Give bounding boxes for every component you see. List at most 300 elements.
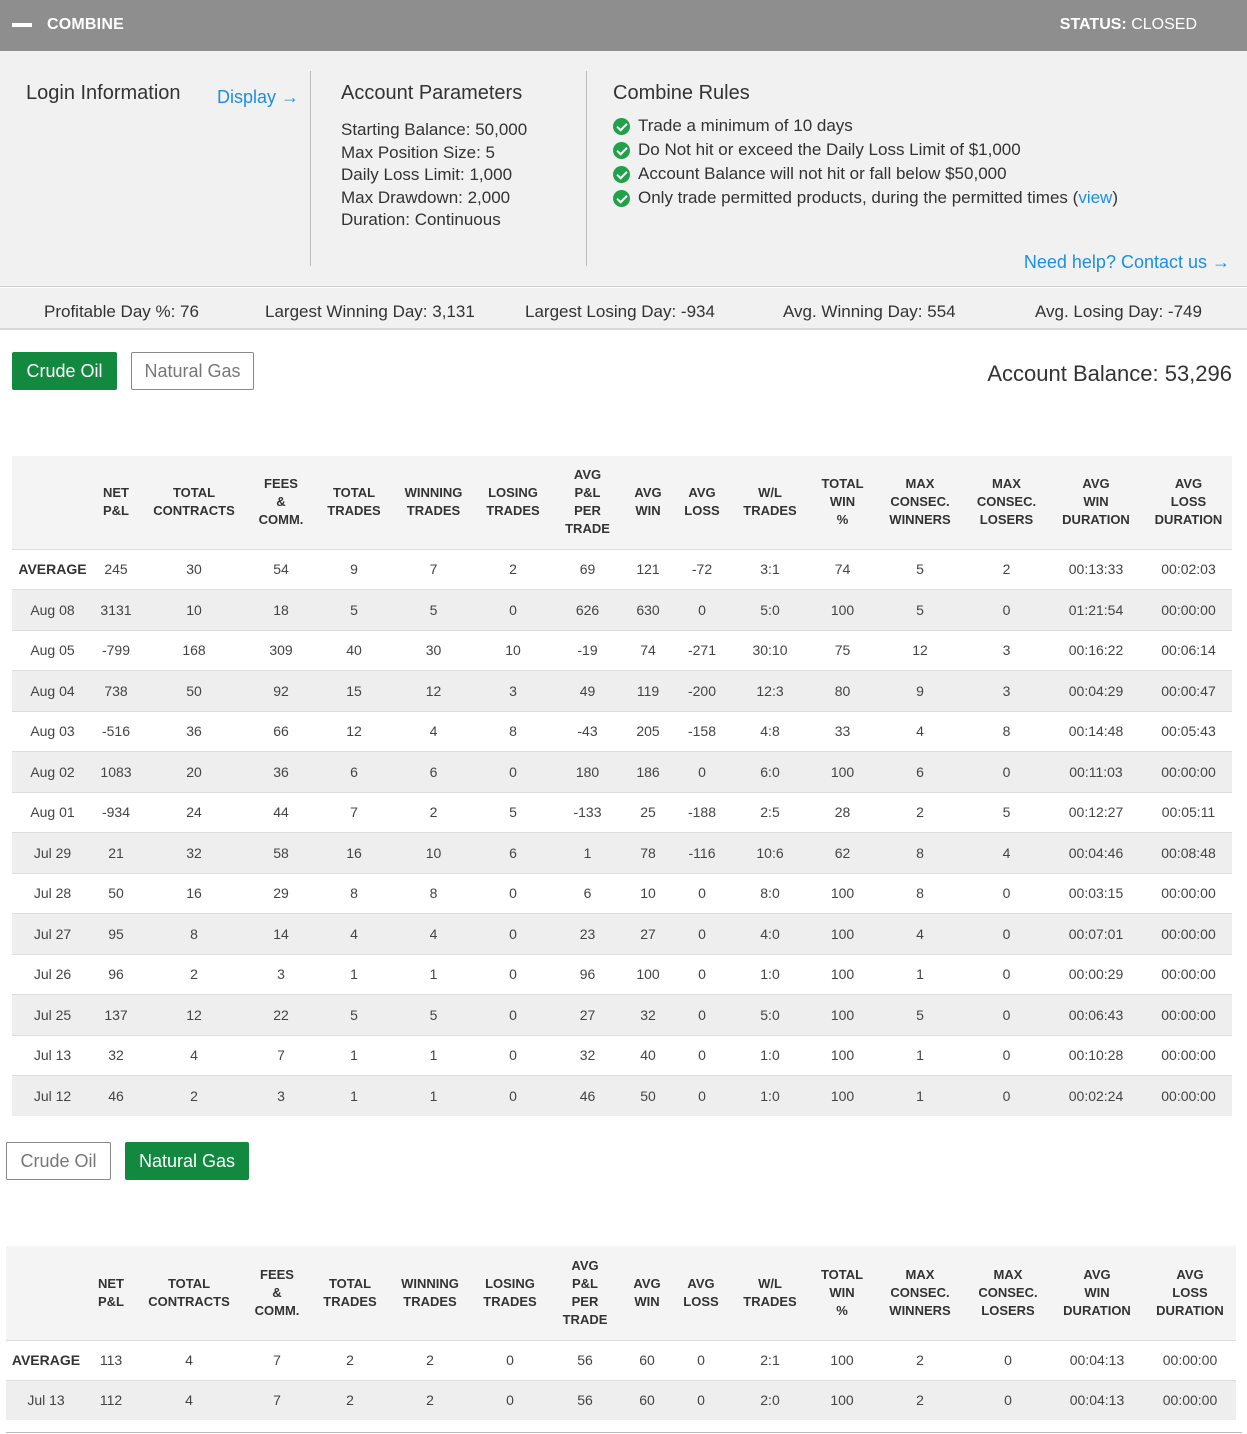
divider bbox=[586, 71, 587, 266]
table-cell: 00:00:00 bbox=[1145, 1035, 1232, 1076]
table-cell: 00:00:00 bbox=[1144, 1340, 1236, 1380]
table-cell: 245 bbox=[93, 549, 139, 590]
table-header-row bbox=[6, 1246, 1236, 1340]
table-cell: 5:0 bbox=[729, 590, 811, 631]
column-header[interactable]: FEES & COMM. bbox=[242, 1246, 312, 1340]
table-cell: 00:04:13 bbox=[1050, 1340, 1144, 1380]
column-header[interactable]: MAX CONSEC. LOSERS bbox=[966, 456, 1047, 549]
table-cell: 100 bbox=[811, 1076, 874, 1117]
table-cell: 00:07:01 bbox=[1047, 914, 1145, 955]
table-cell: 0 bbox=[966, 995, 1047, 1036]
table-cell: -158 bbox=[675, 711, 729, 752]
table-cell: 0 bbox=[966, 914, 1047, 955]
table-cell: 78 bbox=[621, 833, 675, 874]
table-cell: -200 bbox=[675, 671, 729, 712]
table-row bbox=[12, 630, 1232, 671]
column-header[interactable]: W/L TRADES bbox=[730, 1246, 810, 1340]
table-cell: 0 bbox=[966, 590, 1047, 631]
table-cell: 00:00:00 bbox=[1145, 1076, 1232, 1117]
table-cell: 309 bbox=[249, 630, 313, 671]
table-cell: 0 bbox=[675, 914, 729, 955]
column-header[interactable]: TOTAL CONTRACTS bbox=[136, 1246, 242, 1340]
table-row bbox=[12, 792, 1232, 833]
row-label: AVERAGE bbox=[12, 549, 93, 590]
table-cell: 3 bbox=[966, 671, 1047, 712]
param-item: Max Drawdown: 2,000 bbox=[341, 187, 511, 207]
column-header[interactable]: AVG WIN DURATION bbox=[1047, 456, 1145, 549]
account-info-panel bbox=[0, 51, 1247, 287]
row-label: Jul 12 bbox=[12, 1076, 93, 1117]
performance-stats-bar bbox=[0, 288, 1247, 330]
divider bbox=[310, 71, 311, 266]
row-label: Aug 04 bbox=[12, 671, 93, 712]
table-cell: 4 bbox=[313, 914, 395, 955]
table-row bbox=[12, 1035, 1232, 1076]
table-cell: 8 bbox=[874, 873, 966, 914]
table-cell: 00:04:13 bbox=[1050, 1380, 1144, 1420]
table-cell: 1:0 bbox=[729, 954, 811, 995]
column-header[interactable]: MAX CONSEC. WINNERS bbox=[874, 456, 966, 549]
column-header[interactable]: LOSING TRADES bbox=[472, 456, 554, 549]
rule-item bbox=[613, 186, 1118, 210]
table-cell: 62 bbox=[811, 833, 874, 874]
column-header[interactable]: AVG LOSS bbox=[672, 1246, 730, 1340]
table-cell: 1 bbox=[874, 954, 966, 995]
table-cell: -19 bbox=[554, 630, 621, 671]
column-header[interactable]: TOTAL WIN % bbox=[811, 456, 874, 549]
table-cell: 28 bbox=[811, 792, 874, 833]
table-cell: 100 bbox=[811, 914, 874, 955]
column-header[interactable]: W/L TRADES bbox=[729, 456, 811, 549]
table-cell: 4 bbox=[395, 914, 472, 955]
combine-rules-title: Combine Rules bbox=[613, 82, 750, 104]
table-cell: 0 bbox=[966, 1035, 1047, 1076]
table-cell: 2 bbox=[874, 792, 966, 833]
table-cell: 205 bbox=[621, 711, 675, 752]
collapse-icon[interactable] bbox=[12, 23, 32, 27]
table-cell: 00:16:22 bbox=[1047, 630, 1145, 671]
row-label: Jul 26 bbox=[12, 954, 93, 995]
table-cell: 100 bbox=[810, 1380, 874, 1420]
table-cell: 2 bbox=[874, 1340, 966, 1380]
column-header[interactable]: AVG LOSS DURATION bbox=[1145, 456, 1232, 549]
column-header[interactable]: AVG P&L PER TRADE bbox=[554, 456, 621, 549]
table-cell: 10 bbox=[395, 833, 472, 874]
table-cell: 00:00:00 bbox=[1145, 590, 1232, 631]
table-cell: 9 bbox=[313, 549, 395, 590]
table-cell: 7 bbox=[242, 1380, 312, 1420]
profitable-day-stat: Profitable Day %: 76 bbox=[44, 302, 199, 321]
table-row bbox=[12, 954, 1232, 995]
table-cell: 112 bbox=[86, 1380, 136, 1420]
table-cell: 100 bbox=[621, 954, 675, 995]
table-cell: 0 bbox=[472, 873, 554, 914]
avg-losing-day-stat: Avg. Losing Day: -749 bbox=[1035, 302, 1202, 321]
largest-winning-day-stat: Largest Winning Day: 3,131 bbox=[265, 302, 475, 321]
table-cell: 2 bbox=[312, 1380, 388, 1420]
table-row bbox=[12, 590, 1232, 631]
table-cell: 100 bbox=[811, 995, 874, 1036]
table-cell: 100 bbox=[810, 1340, 874, 1380]
column-header[interactable]: AVG WIN bbox=[621, 456, 675, 549]
combine-rules-section bbox=[613, 82, 1118, 210]
column-header[interactable]: AVG LOSS bbox=[675, 456, 729, 549]
table-cell: 60 bbox=[622, 1380, 672, 1420]
column-header[interactable]: TOTAL WIN % bbox=[810, 1246, 874, 1340]
rule-text: Account Balance will not hit or fall below $50,000 bbox=[638, 164, 1007, 183]
table-cell: 12 bbox=[139, 995, 249, 1036]
table-cell: 2 bbox=[874, 1380, 966, 1420]
column-header[interactable]: AVG WIN DURATION bbox=[1050, 1246, 1144, 1340]
table-cell: 0 bbox=[966, 873, 1047, 914]
tab-crude-oil[interactable]: Crude Oil bbox=[12, 352, 117, 390]
table-cell: 21 bbox=[93, 833, 139, 874]
table-cell: 9 bbox=[874, 671, 966, 712]
average-row bbox=[6, 1340, 1236, 1380]
login-info-section bbox=[26, 82, 181, 105]
table-cell: 8 bbox=[472, 711, 554, 752]
table-cell: 3 bbox=[249, 954, 313, 995]
tab-crude-oil[interactable]: Crude Oil bbox=[6, 1142, 111, 1180]
table-cell: 180 bbox=[554, 752, 621, 793]
table-cell: 4 bbox=[395, 711, 472, 752]
table-cell: 1 bbox=[313, 1076, 395, 1117]
table-cell: 00:05:11 bbox=[1145, 792, 1232, 833]
table-cell: 20 bbox=[139, 752, 249, 793]
table-cell: 2 bbox=[395, 792, 472, 833]
table-cell: 6 bbox=[554, 873, 621, 914]
table-cell: 0 bbox=[472, 1380, 548, 1420]
column-header[interactable]: AVG WIN bbox=[622, 1246, 672, 1340]
param-item: Starting Balance: 50,000 bbox=[341, 120, 528, 139]
param-item: Max Position Size: 5 bbox=[341, 142, 496, 162]
table-cell: 630 bbox=[621, 590, 675, 631]
row-label: Aug 05 bbox=[12, 630, 93, 671]
table-cell: 6 bbox=[472, 833, 554, 874]
column-header[interactable]: FEES & COMM. bbox=[249, 456, 313, 549]
table-cell: 1 bbox=[395, 1076, 472, 1117]
column-header[interactable] bbox=[12, 456, 93, 549]
table-cell: 16 bbox=[313, 833, 395, 874]
table-cell: 2 bbox=[388, 1380, 472, 1420]
table-cell: 40 bbox=[621, 1035, 675, 1076]
table-cell: 5 bbox=[966, 792, 1047, 833]
table-cell: 100 bbox=[811, 954, 874, 995]
table-cell: 23 bbox=[554, 914, 621, 955]
table-cell: 121 bbox=[621, 549, 675, 590]
crude-oil-daily-table bbox=[12, 456, 1232, 1116]
display-login-link[interactable]: Display → bbox=[217, 87, 300, 107]
table-cell: 1 bbox=[313, 954, 395, 995]
table-cell: 0 bbox=[675, 590, 729, 631]
table-cell: 0 bbox=[966, 752, 1047, 793]
column-header[interactable]: NET P&L bbox=[93, 456, 139, 549]
table-cell: 5 bbox=[395, 995, 472, 1036]
combine-header-bar[interactable] bbox=[0, 0, 1247, 51]
table-cell: 186 bbox=[621, 752, 675, 793]
column-header[interactable]: TOTAL TRADES bbox=[313, 456, 395, 549]
table-cell: 29 bbox=[249, 873, 313, 914]
param-item: Duration: Continuous bbox=[341, 210, 501, 229]
column-header[interactable]: AVG LOSS DURATION bbox=[1144, 1246, 1236, 1340]
table-cell: -133 bbox=[554, 792, 621, 833]
table-cell: 2 bbox=[388, 1340, 472, 1380]
table-cell: 100 bbox=[811, 1035, 874, 1076]
table-cell: 96 bbox=[93, 954, 139, 995]
table-cell: 00:03:15 bbox=[1047, 873, 1145, 914]
column-header[interactable]: MAX CONSEC. LOSERS bbox=[966, 1246, 1050, 1340]
table-cell: 5 bbox=[395, 590, 472, 631]
table-cell: 00:00:00 bbox=[1145, 752, 1232, 793]
table-cell: 0 bbox=[675, 954, 729, 995]
table-cell: 3 bbox=[472, 671, 554, 712]
table-cell: 49 bbox=[554, 671, 621, 712]
table-cell: 33 bbox=[811, 711, 874, 752]
table-cell: 0 bbox=[672, 1380, 730, 1420]
table-cell: 0 bbox=[672, 1340, 730, 1380]
table-cell: 00:06:43 bbox=[1047, 995, 1145, 1036]
table-cell: 1 bbox=[313, 1035, 395, 1076]
rule-item bbox=[613, 138, 1118, 162]
average-row bbox=[12, 549, 1232, 590]
column-header[interactable]: WINNING TRADES bbox=[395, 456, 472, 549]
table-cell: 8:0 bbox=[729, 873, 811, 914]
rule-item bbox=[613, 114, 1118, 138]
table-cell: 00:02:03 bbox=[1145, 549, 1232, 590]
table-cell: 5 bbox=[313, 995, 395, 1036]
table-cell: 6 bbox=[395, 752, 472, 793]
table-cell: -799 bbox=[93, 630, 139, 671]
tab-natural-gas[interactable]: Natural Gas bbox=[131, 352, 254, 390]
account-balance: Account Balance: 53,296 bbox=[987, 361, 1232, 386]
table-cell: 18 bbox=[249, 590, 313, 631]
tab-natural-gas[interactable]: Natural Gas bbox=[125, 1142, 249, 1180]
table-cell: 0 bbox=[966, 1380, 1050, 1420]
table-cell: 54 bbox=[249, 549, 313, 590]
table-cell: 00:12:27 bbox=[1047, 792, 1145, 833]
account-parameters-section bbox=[341, 82, 527, 232]
table-cell: 5 bbox=[472, 792, 554, 833]
table-cell: 1 bbox=[395, 1035, 472, 1076]
table-row bbox=[12, 833, 1232, 874]
table-cell: -516 bbox=[93, 711, 139, 752]
table-cell: 00:02:24 bbox=[1047, 1076, 1145, 1117]
table-cell: 50 bbox=[139, 671, 249, 712]
table-cell: 0 bbox=[966, 1076, 1047, 1117]
table-cell: 0 bbox=[675, 995, 729, 1036]
column-header[interactable] bbox=[6, 1246, 86, 1340]
table-cell: 0 bbox=[472, 590, 554, 631]
natural-gas-daily-table bbox=[6, 1246, 1236, 1420]
largest-losing-day-stat: Largest Losing Day: -934 bbox=[525, 302, 715, 321]
table-cell: 100 bbox=[811, 752, 874, 793]
table-cell: 119 bbox=[621, 671, 675, 712]
table-cell: 2 bbox=[139, 1076, 249, 1117]
table-cell: 12 bbox=[313, 711, 395, 752]
contact-us-link[interactable]: Need help? Contact us → bbox=[1023, 252, 1230, 272]
table-cell: 56 bbox=[548, 1340, 622, 1380]
table-cell: 00:00:29 bbox=[1047, 954, 1145, 995]
row-label: Jul 25 bbox=[12, 995, 93, 1036]
table-cell: 36 bbox=[139, 711, 249, 752]
table-cell: 32 bbox=[93, 1035, 139, 1076]
table-cell: 66 bbox=[249, 711, 313, 752]
table-cell: 0 bbox=[966, 1340, 1050, 1380]
row-label: Aug 08 bbox=[12, 590, 93, 631]
table-row bbox=[12, 671, 1232, 712]
table-cell: 95 bbox=[93, 914, 139, 955]
table-cell: 5 bbox=[313, 590, 395, 631]
row-label: Aug 01 bbox=[12, 792, 93, 833]
table-cell: 32 bbox=[621, 995, 675, 1036]
divider bbox=[6, 1432, 1242, 1433]
table-cell: 30 bbox=[139, 549, 249, 590]
table-cell: 8 bbox=[874, 833, 966, 874]
table-cell: 96 bbox=[554, 954, 621, 995]
column-header[interactable]: AVG P&L PER TRADE bbox=[548, 1246, 622, 1340]
table-cell: 00:06:14 bbox=[1145, 630, 1232, 671]
column-header[interactable]: LOSING TRADES bbox=[472, 1246, 548, 1340]
table-cell: 7 bbox=[249, 1035, 313, 1076]
rule-item bbox=[613, 162, 1118, 186]
table-cell: 0 bbox=[472, 914, 554, 955]
table-cell: 60 bbox=[622, 1340, 672, 1380]
table-cell: 14 bbox=[249, 914, 313, 955]
table-cell: 30 bbox=[395, 630, 472, 671]
column-header[interactable]: TOTAL CONTRACTS bbox=[139, 456, 249, 549]
table-cell: 4 bbox=[136, 1340, 242, 1380]
table-cell: -116 bbox=[675, 833, 729, 874]
table-cell: 00:11:03 bbox=[1047, 752, 1145, 793]
rule-text-suffix: ) bbox=[1112, 188, 1118, 207]
table-cell: 74 bbox=[621, 630, 675, 671]
column-header[interactable]: WINNING TRADES bbox=[388, 1246, 472, 1340]
view-permitted-link[interactable]: view bbox=[1078, 188, 1113, 207]
param-item: Daily Loss Limit: 1,000 bbox=[341, 165, 513, 184]
table-cell: 6:0 bbox=[729, 752, 811, 793]
check-circle-icon bbox=[613, 190, 630, 207]
table-cell: 2 bbox=[966, 549, 1047, 590]
table-cell: 00:13:33 bbox=[1047, 549, 1145, 590]
table-cell: 00:00:00 bbox=[1145, 914, 1232, 955]
table-row bbox=[12, 914, 1232, 955]
table-cell: 4 bbox=[966, 833, 1047, 874]
table-cell: 50 bbox=[621, 1076, 675, 1117]
table-cell: 00:00:47 bbox=[1145, 671, 1232, 712]
table-cell: 00:00:00 bbox=[1145, 954, 1232, 995]
table-cell: 4:0 bbox=[729, 914, 811, 955]
table-cell: 1 bbox=[554, 833, 621, 874]
rule-text: Trade a minimum of 10 days bbox=[638, 116, 853, 135]
table-cell: 8 bbox=[313, 873, 395, 914]
table-cell: 738 bbox=[93, 671, 139, 712]
table-cell: 56 bbox=[548, 1380, 622, 1420]
table-cell: 2:0 bbox=[730, 1380, 810, 1420]
table-cell: 75 bbox=[811, 630, 874, 671]
table-cell: 5:0 bbox=[729, 995, 811, 1036]
row-label: Jul 27 bbox=[12, 914, 93, 955]
table-row bbox=[12, 752, 1232, 793]
table-cell: 2:5 bbox=[729, 792, 811, 833]
table-cell: 10 bbox=[472, 630, 554, 671]
table-row bbox=[12, 711, 1232, 752]
table-cell: 2 bbox=[312, 1340, 388, 1380]
table-cell: 44 bbox=[249, 792, 313, 833]
table-cell: 0 bbox=[472, 752, 554, 793]
table-cell: 46 bbox=[554, 1076, 621, 1117]
table-cell: 0 bbox=[472, 954, 554, 995]
table-cell: 2 bbox=[139, 954, 249, 995]
table-cell: 1083 bbox=[93, 752, 139, 793]
row-label: Aug 02 bbox=[12, 752, 93, 793]
table-cell: 0 bbox=[675, 752, 729, 793]
table-cell: 00:04:29 bbox=[1047, 671, 1145, 712]
table-cell: 1:0 bbox=[729, 1076, 811, 1117]
table-cell: 30:10 bbox=[729, 630, 811, 671]
table-cell: 24 bbox=[139, 792, 249, 833]
table-cell: 0 bbox=[675, 1035, 729, 1076]
table-cell: 626 bbox=[554, 590, 621, 631]
table-cell: 4 bbox=[139, 1035, 249, 1076]
check-circle-icon bbox=[613, 166, 630, 183]
table-cell: 32 bbox=[139, 833, 249, 874]
table-cell: 168 bbox=[139, 630, 249, 671]
row-label: Jul 13 bbox=[12, 1035, 93, 1076]
table-cell: 40 bbox=[313, 630, 395, 671]
table-cell: 10:6 bbox=[729, 833, 811, 874]
account-parameters-title: Account Parameters bbox=[341, 82, 523, 104]
table-cell: 00:05:43 bbox=[1145, 711, 1232, 752]
table-cell: 12 bbox=[874, 630, 966, 671]
table-cell: 0 bbox=[472, 1340, 548, 1380]
table-cell: 4:8 bbox=[729, 711, 811, 752]
column-header[interactable]: TOTAL TRADES bbox=[312, 1246, 388, 1340]
table-cell: 4 bbox=[874, 711, 966, 752]
login-info-title: Login Information bbox=[26, 82, 181, 104]
table-cell: 00:10:28 bbox=[1047, 1035, 1145, 1076]
rule-text: Do Not hit or exceed the Daily Loss Limit of $1,000 bbox=[638, 140, 1021, 159]
table-cell: 00:00:00 bbox=[1145, 873, 1232, 914]
table-row bbox=[12, 873, 1232, 914]
table-cell: 00:04:46 bbox=[1047, 833, 1145, 874]
table-cell: 27 bbox=[621, 914, 675, 955]
table-cell: 15 bbox=[313, 671, 395, 712]
table-cell: 0 bbox=[675, 873, 729, 914]
row-label: Jul 28 bbox=[12, 873, 93, 914]
row-label: AVERAGE bbox=[6, 1340, 86, 1380]
table-cell: 0 bbox=[472, 1076, 554, 1117]
table-cell: -934 bbox=[93, 792, 139, 833]
table-cell: 137 bbox=[93, 995, 139, 1036]
table-cell: 2:1 bbox=[730, 1340, 810, 1380]
table-cell: 00:00:00 bbox=[1145, 995, 1232, 1036]
table-cell: 3 bbox=[249, 1076, 313, 1117]
table-header-row bbox=[12, 456, 1232, 549]
table-cell: 50 bbox=[93, 873, 139, 914]
table-cell: 10 bbox=[139, 590, 249, 631]
table-cell: 01:21:54 bbox=[1047, 590, 1145, 631]
table-cell: 3:1 bbox=[729, 549, 811, 590]
table-cell: 5 bbox=[874, 549, 966, 590]
column-header[interactable]: MAX CONSEC. WINNERS bbox=[874, 1246, 966, 1340]
table-cell: 7 bbox=[242, 1340, 312, 1380]
table-cell: 00:08:48 bbox=[1145, 833, 1232, 874]
table-cell: 0 bbox=[675, 1076, 729, 1117]
column-header[interactable]: NET P&L bbox=[86, 1246, 136, 1340]
row-label: Jul 29 bbox=[12, 833, 93, 874]
table-cell: 8 bbox=[966, 711, 1047, 752]
table-cell: -188 bbox=[675, 792, 729, 833]
